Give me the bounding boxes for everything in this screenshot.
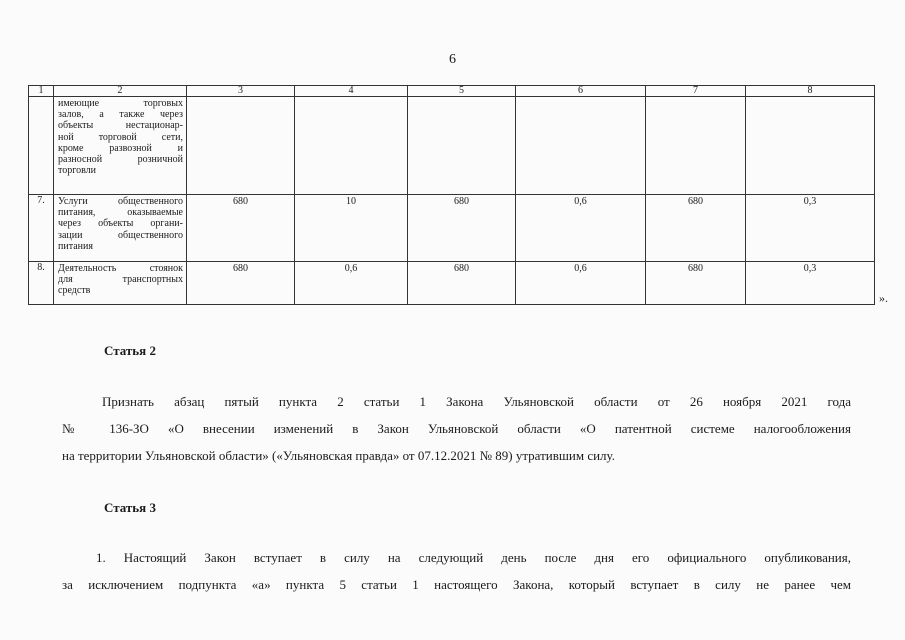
article-2-text [62, 388, 851, 469]
row-number: 7. [29, 195, 54, 262]
table-cell: 0,6 [516, 195, 646, 262]
page-number: 6 [449, 52, 456, 67]
table-cell: 0,6 [516, 262, 646, 305]
article-3-heading: Статья 3 [104, 500, 156, 515]
table-row [29, 195, 875, 262]
table-cell: 680 [646, 195, 746, 262]
table-cell: 10 [295, 195, 408, 262]
table-closing-quote: ». [879, 291, 888, 305]
data-table [28, 85, 875, 305]
table-cell: 0,3 [746, 195, 875, 262]
row-number [29, 97, 54, 195]
column-header: 6 [516, 86, 646, 97]
text-line: за исключением подпункта «а» пункта 5 статьи 1 настоящего Закона, который вступает в силу не ранее чем [62, 577, 851, 592]
column-header: 2 [54, 86, 187, 97]
column-header: 5 [408, 86, 516, 97]
table-cell [295, 97, 408, 195]
column-header: 3 [187, 86, 295, 97]
text-line: № 136-ЗО «О внесении изменений в Закон Ульяновской области «О патентной системе налогообложения [62, 421, 851, 436]
table-cell: 0,3 [746, 262, 875, 305]
table-cell: 0,6 [295, 262, 408, 305]
table-cell [746, 97, 875, 195]
column-header: 1 [29, 86, 54, 97]
table-row [29, 262, 875, 305]
table-cell: 680 [187, 195, 295, 262]
row-description: Услуги общественного питания, оказываемые через объекты органи- зации общественного питания [54, 195, 187, 262]
table-cell [516, 97, 646, 195]
table-cell: 680 [187, 262, 295, 305]
table-cell: 680 [408, 195, 516, 262]
column-header: 7 [646, 86, 746, 97]
text-line: 1. Настоящий Закон вступает в силу на следующий день после дня его официального опубликования, [96, 550, 851, 565]
table-cell [187, 97, 295, 195]
column-header: 4 [295, 86, 408, 97]
table-header-row [29, 86, 875, 97]
row-number: 8. [29, 262, 54, 305]
article-2-heading: Статья 2 [104, 343, 156, 358]
table-cell [408, 97, 516, 195]
table-cell: 680 [408, 262, 516, 305]
row-description: имеющие торговых залов, а также через объекты нестационар- ной торговой сети, кроме развозной и разносной розничной торговли [54, 97, 187, 195]
table-row [29, 97, 875, 195]
table-cell: 680 [646, 262, 746, 305]
text-line: Признать абзац пятый пункта 2 статьи 1 Закона Ульяновской области от 26 ноября 2021 года [102, 394, 851, 409]
article-3-text [62, 544, 851, 598]
row-description: Деятельность стоянок для транспортных средств [54, 262, 187, 305]
table-cell [646, 97, 746, 195]
column-header: 8 [746, 86, 875, 97]
text-line: на территории Ульяновской области» («Ульяновская правда» от 07.12.2021 № 89) утратившим силу. [62, 448, 615, 463]
